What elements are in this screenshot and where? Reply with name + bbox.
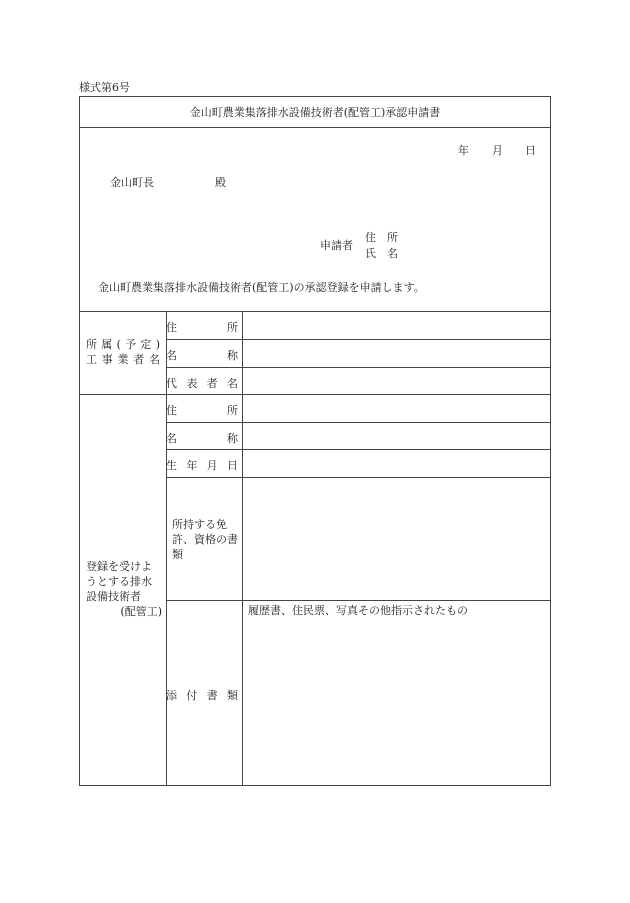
form-title: 金山町農業集落排水設備技術者(配管工)承認申請書 xyxy=(80,97,550,128)
table-rule xyxy=(166,422,550,423)
table-rule xyxy=(166,477,550,478)
employer-representative-label: 代 表 者 名 xyxy=(166,377,238,390)
table-rule xyxy=(166,600,550,601)
table-rule xyxy=(80,311,550,312)
application-statement: 金山町農業集落排水設備技術者(配管工)の承認登録を申請します。 xyxy=(98,281,425,294)
employer-name-label: 名 称 xyxy=(166,349,238,362)
attachments-text: 履歴書、住民票、写真その他指示されたもの xyxy=(248,604,468,617)
date-year: 年 xyxy=(458,144,469,157)
form-number: 様式第6号 xyxy=(79,81,130,94)
addressee: 金山町長 xyxy=(110,176,154,189)
date-day: 日 xyxy=(525,144,536,157)
technician-address-label: 住 所 xyxy=(166,404,238,417)
application-form xyxy=(79,96,551,786)
attachments-label: 添 付 書 類 xyxy=(166,689,238,702)
date-month: 月 xyxy=(492,144,503,157)
employer-address-label: 住 所 xyxy=(166,321,238,334)
table-rule xyxy=(166,449,550,450)
honorific: 殿 xyxy=(215,176,226,189)
applicant-address-label: 住 所 xyxy=(365,231,398,244)
employer-group-label: 所 属 ( 予 定 ) 工 事 業 者 名 xyxy=(86,338,160,366)
table-rule xyxy=(242,311,243,786)
license-label: 所持する免 許、資格の書 類 xyxy=(172,518,238,561)
technician-group-label: 登録を受けよ うとする排水 設備技術者 (配管工) xyxy=(86,560,162,618)
applicant-name-label: 氏 名 xyxy=(365,247,398,260)
table-rule xyxy=(166,339,550,340)
technician-name-label: 名 称 xyxy=(166,432,238,445)
technician-birthdate-label: 生 年 月 日 xyxy=(166,459,238,472)
table-rule xyxy=(80,394,550,395)
applicant-label: 申請者 xyxy=(320,239,353,252)
table-rule xyxy=(166,367,550,368)
